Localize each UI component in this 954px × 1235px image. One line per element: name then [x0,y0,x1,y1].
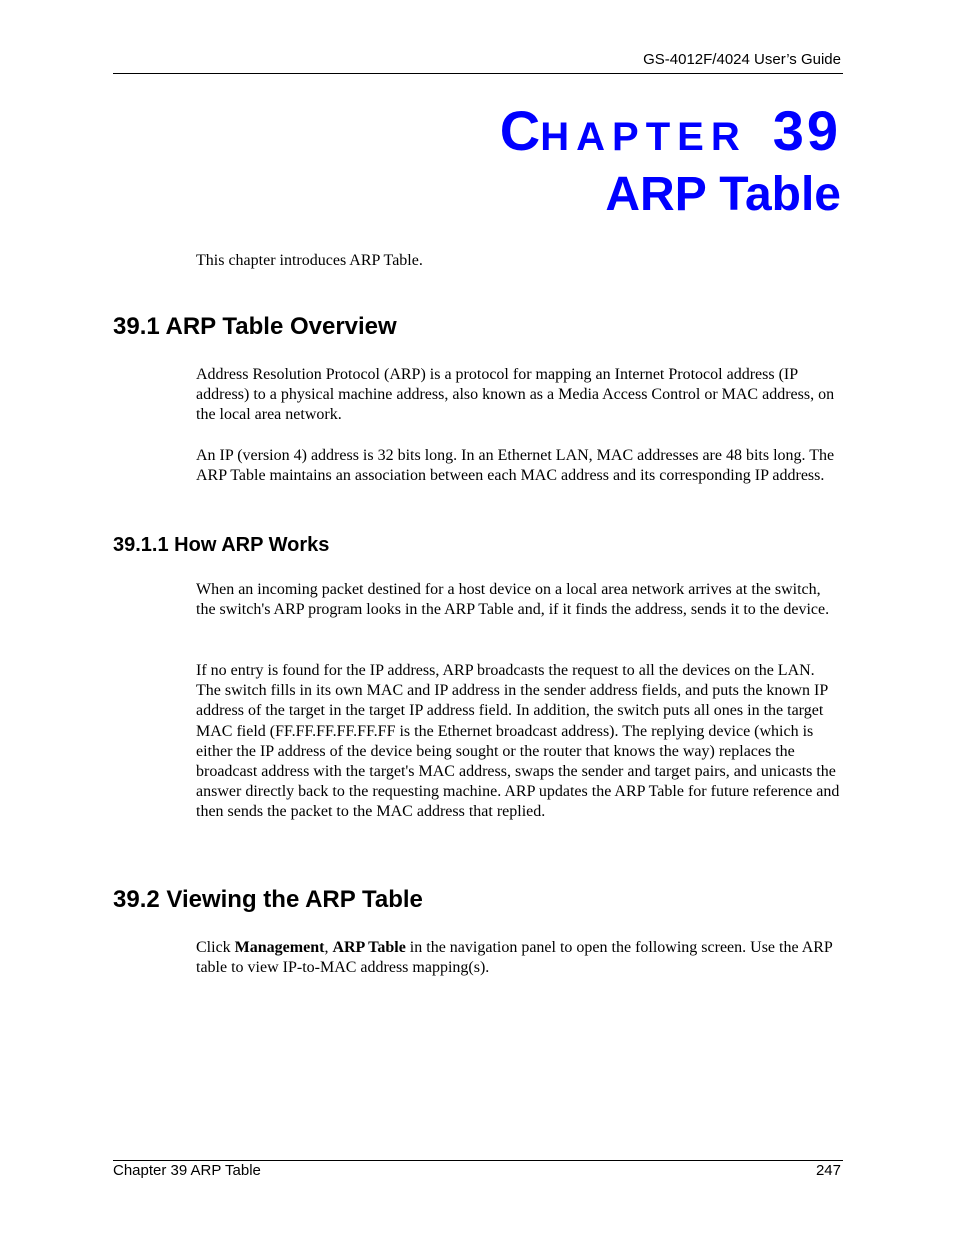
chapter-intro: This chapter introduces ARP Table. [196,252,423,269]
how-arp-works-paragraph-1: When an incoming packet destined for a host device on a local area network arrives at the switch, the switch's ARP program looks in the ARP Table and, if it finds the address, sends it to the device. [196,581,830,619]
section-heading-overview: 39.1 ARP Table Overview [113,313,397,340]
chapter-label-rest: HAPTER [540,115,747,159]
header-divider [113,73,843,74]
section-heading-viewing-arp-table: 39.2 Viewing the ARP Table [113,886,423,913]
chapter-title: ARP Table [605,168,841,221]
chapter-label-initial: C [499,99,541,162]
management-menu-ref: Management [234,939,325,956]
footer-page-number: 247 [815,1162,841,1179]
arp-table-menu-ref: ARP Table [332,939,406,956]
footer-chapter-ref: Chapter 39 ARP Table [113,1162,261,1179]
chapter-number: 39 [772,99,841,162]
how-arp-works-paragraph-2: If no entry is found for the IP address, ARP broadcasts the request to all the devices on the LAN. The switch fills in its own MAC and IP address in the sender address fields, and puts the known IP address of the target in the target IP address field. In addition, the switch puts all ones in the target MAC field (FF.FF.FF.FF.FF.FF is the Ethernet broadcast address). The replying device (which is either the IP address of the device being sought or the router that knows the way) replaces the broadcast address with the target's MAC address, swaps the sender and target pairs, and unicasts the answer directly back to the requesting machine. ARP updates the ARP Table for future reference and then sends the packet to the MAC address that replied. [196,662,840,821]
para-prefix: Click [196,939,235,956]
para-suffix: in the navigation panel to open the following screen. Use the ARP table to view IP-to-MAC address mapping(s). [196,939,833,977]
viewing-arp-table-paragraph [196,938,842,978]
para-separator: , [324,939,333,956]
overview-paragraph-1: Address Resolution Protocol (ARP) is a protocol for mapping an Internet Protocol address (IP address) to a physical machine address, also known as a Media Access Control or MAC address, on the local area network. [196,366,835,424]
subsection-heading-how-arp-works: 39.1.1 How ARP Works [113,534,330,556]
running-header: GS-4012F/4024 User’s Guide [643,51,841,68]
overview-paragraph-2: An IP (version 4) address is 32 bits long. In an Ethernet LAN, MAC addresses are 48 bits long. The ARP Table maintains an association between each MAC address and its corresponding IP address. [196,447,835,485]
